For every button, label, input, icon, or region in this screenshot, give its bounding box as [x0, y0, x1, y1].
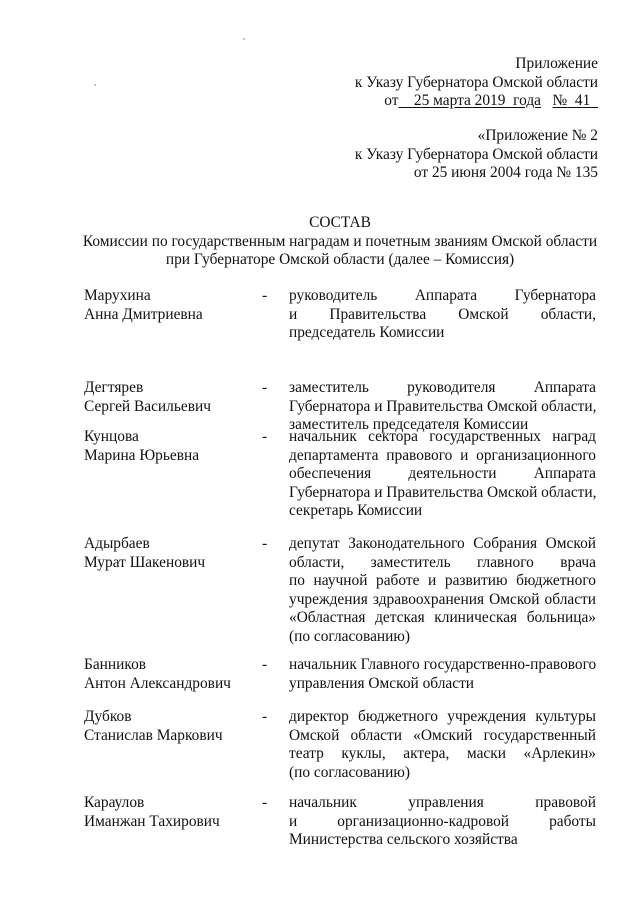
date-prefix: от: [384, 92, 399, 109]
member-role-line: секретарь Комиссии: [289, 502, 423, 519]
prev-appendix-label: «Приложение № 2: [477, 127, 598, 144]
member-role-line: заместитель председателя Комиссии: [289, 416, 529, 433]
decree-date-line: [355, 92, 598, 111]
member-role: [289, 708, 596, 782]
member-surname: Караулов: [84, 794, 145, 811]
member-given-names: Сергей Васильевич: [84, 397, 211, 415]
previous-appendix-header: [355, 127, 598, 183]
member-dash: -: [262, 379, 268, 396]
appendix-label: Приложение: [515, 55, 598, 72]
member-role: [289, 656, 596, 693]
member-role-line: руководитель Аппарата Губернатора: [289, 287, 596, 304]
member-role-line: и организационно-кадровой работы: [289, 812, 596, 830]
member-given-names: Марина Юрьевна: [84, 446, 200, 464]
member-role: [289, 794, 596, 850]
member-name: [84, 287, 254, 324]
member-dash: -: [262, 287, 268, 304]
member-role-line: Губернатора и Правительства Омской области,: [289, 397, 597, 415]
member-surname: Адырбаев: [84, 535, 150, 552]
member-role-line: и Правительства Омской области,: [289, 305, 596, 323]
member-role-line: заместитель руководителя Аппарата: [289, 379, 596, 396]
member-name: [84, 428, 254, 465]
member-name: [84, 708, 254, 745]
member-role-line: управления Омской области: [289, 674, 475, 692]
decree-reference: к Указу Губернатора Омской области: [354, 73, 598, 91]
member-role-line: директор бюджетного учреждения культуры: [289, 708, 596, 725]
member-role-line: области, заместитель главного врача: [289, 553, 596, 571]
member-role-line: «Областная детская клиническая больница»: [289, 609, 596, 626]
member-role-line: Губернатора и Правительства Омской области,: [289, 483, 597, 501]
member-dash: -: [262, 794, 268, 811]
member-role-line: обеспечения деятельности Аппарата: [289, 465, 596, 482]
member-role: [289, 287, 596, 343]
member-role-line: Министерства сельского хозяйства: [289, 831, 518, 848]
member-dash: -: [262, 428, 268, 445]
prev-decree-date: от 25 июня 2004 года № 135: [413, 164, 598, 181]
member-given-names: Антон Александрович: [84, 674, 231, 692]
member-role-line: начальник управления правовой: [289, 794, 596, 811]
prev-decree-reference: к Указу Губернатора Омской области: [354, 145, 598, 163]
member-given-names: Анна Дмитриевна: [84, 305, 203, 323]
title-heading: СОСТАВ: [309, 214, 371, 231]
member-given-names: Станислав Маркович: [84, 726, 223, 744]
number-prefix: №: [552, 92, 568, 109]
decree-date: 25 марта 2019 года: [398, 92, 541, 109]
member-surname: Дубков: [84, 708, 132, 725]
member-name: [84, 794, 254, 831]
member-role-line: начальник сектора государственных наград: [289, 428, 596, 445]
member-role: [289, 379, 596, 435]
member-role-line: Омской области «Омский государственный: [289, 726, 596, 744]
scan-speck: [243, 38, 245, 40]
title-line-1: Комиссии по государственным наградам и почетным званиям Омской области: [82, 232, 598, 250]
title-line-2: при Губернаторе Омской области (далее – Комиссия): [165, 251, 515, 268]
member-role-line: театр куклы, актера, маски «Арлекин»: [289, 745, 596, 762]
member-role-line: (по согласованию): [289, 763, 410, 781]
member-role-line: учреждения здравоохранения Омской области: [289, 590, 596, 608]
member-given-names: Мурат Шакенович: [84, 553, 206, 571]
member-surname: Дегтярев: [84, 379, 144, 396]
appendix-header: [355, 55, 598, 111]
member-dash: -: [262, 535, 268, 552]
member-role-line: (по согласованию): [289, 627, 410, 645]
member-role: [289, 428, 596, 521]
member-name: [84, 535, 254, 572]
member-role-line: председатель Комиссии: [289, 324, 445, 341]
member-surname: Марухина: [84, 287, 151, 304]
member-role-line: начальник Главного государственно-правового: [289, 656, 597, 673]
scan-speck: [94, 84, 96, 86]
member-role-line: депутат Законодательного Собрания Омской: [289, 535, 596, 552]
member-surname: Банников: [84, 656, 147, 673]
member-dash: -: [262, 708, 268, 725]
decree-number: 41: [567, 92, 598, 109]
member-surname: Кунцова: [84, 428, 139, 445]
member-role-line: департамента правового и организационного: [289, 446, 596, 464]
member-name: [84, 379, 254, 416]
document-title: [40, 214, 640, 270]
member-role: [289, 535, 596, 646]
member-role-line: по научной работе и развитию бюджетного: [289, 572, 596, 589]
member-given-names: Иманжан Тахирович: [84, 812, 220, 830]
member-name: [84, 656, 254, 693]
member-dash: -: [262, 656, 268, 673]
